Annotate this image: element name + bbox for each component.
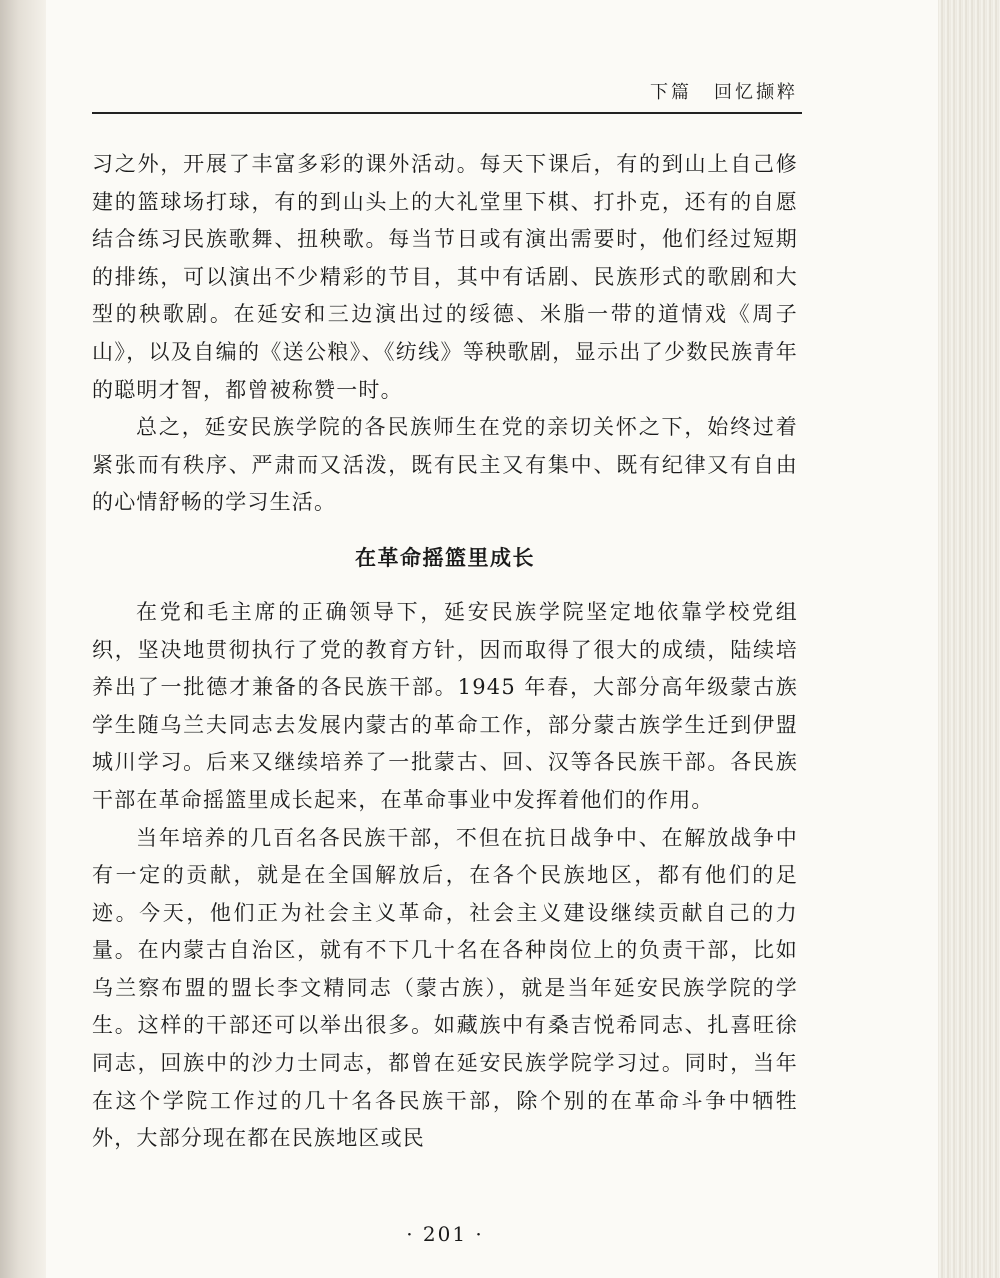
paragraph-leadership: 在党和毛主席的正确领导下，延安民族学院坚定地依靠学校党组织，坚决地贯彻执行了党的教育方针，因而取得了很大的成绩，陆续培养出了一批德才兼备的各民族干部。1945 年春，大部分高年级蒙古族学生随乌兰夫同志去发展内蒙古的革命工作，部分蒙古族学生迁到伊盟城川学习。后来又继续培养了一批蒙古、回、汉等各民族干部。各民族干部在革命摇篮里成长起来，在革命事业中发挥着他们的作用。 [92,599,798,812]
header-title: 回忆撷粹 [714,82,798,103]
page-body [92,146,798,1158]
section-heading: 在革命摇篮里成长 [355,545,535,570]
page-edge-stack [938,0,1000,1278]
header-rule [92,112,802,114]
running-header [650,78,798,104]
paragraph-cadres: 当年培养的几百名各民族干部，不但在抗日战争中、在解放战争中有一定的贡献，就是在全国解放后，在各个民族地区，都有他们的足迹。今天，他们正为社会主义革命，社会主义建设继续贡献自己的力量。在内蒙古自治区，就有不下几十名在各种岗位上的负责干部，比如乌兰察布盟的盟长李文精同志（蒙古族），就是当年延安民族学院的学生。这样的干部还可以举出很多。如藏族中有桑吉悦希同志、扎喜旺徐同志，回族中的沙力士同志，都曾在延安民族学院学习过。同时，当年在这个学院工作过的几十名各民族干部，除个别的在革命斗争中牺牲外，大部分现在都在民族地区或民 [92,825,798,1151]
page-number: · 201 · [406,1222,484,1246]
paragraph-continued: 习之外，开展了丰富多彩的课外活动。每天下课后，有的到山上自己修建的篮球场打球，有的到山头上的大礼堂里下棋、打扑克，还有的自愿结合练习民族歌舞、扭秧歌。每当节日或有演出需要时，他们经过短期的排练，可以演出不少精彩的节目，其中有话剧、民族形式的歌剧和大型的秧歌剧。在延安和三边演出过的绥德、米脂一带的道情戏《周子山》，以及自编的《送公粮》、《纺线》等秧歌剧，显示出了少数民族青年的聪明才智，都曾被称赞一时。 [92,152,798,402]
header-part: 下篇 [650,82,692,103]
paragraph-summary: 总之，延安民族学院的各民族师生在党的亲切关怀之下，始终过着紧张而有秩序、严肃而又活泼，既有民主又有集中、既有纪律又有自由的心情舒畅的学习生活。 [92,415,798,515]
book-page [92,0,798,1278]
book-gutter-shadow [0,0,46,1278]
